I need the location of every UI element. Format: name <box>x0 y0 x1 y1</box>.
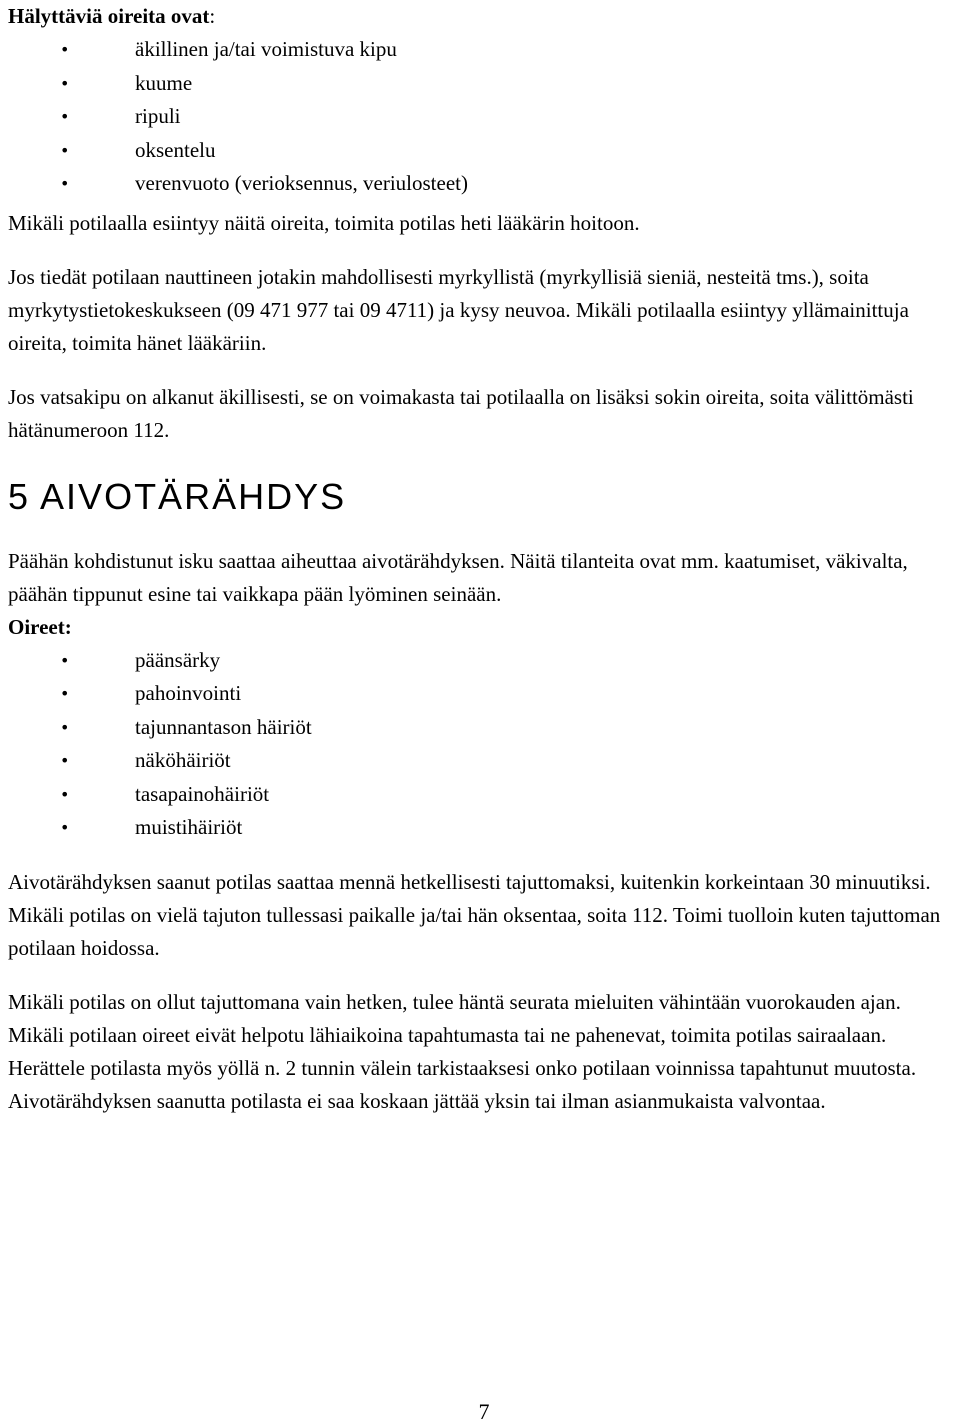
list-item <box>8 100 952 134</box>
spacer <box>8 240 952 261</box>
list-item-text: tasapainohäiriöt <box>135 781 270 806</box>
bullet-icon: • <box>60 174 70 193</box>
list-item <box>8 811 952 845</box>
list-item-text: päänsärky <box>135 647 221 672</box>
spacer <box>8 965 952 986</box>
bullet-icon: • <box>60 717 70 737</box>
list-item-text: verenvuoto (verioksennus, veriulosteet) <box>135 171 468 195</box>
list-item-text: tajunnantason häiriöt <box>135 714 312 739</box>
alarm-symptoms-heading-colon: : <box>209 4 216 28</box>
list-item-text: ripuli <box>135 104 181 128</box>
paragraph-unconsciousness: Aivotärähdyksen saanut potilas saattaa mennä hetkellisesti tajuttomaksi, kuitenkin korkeintaan 30 minuutiksi. Mikäli potilas on vielä tajuton tullessasi paikalle ja/tai hän oksentaa, soita 112. Toimi tuolloin kuten tajuttoman potilaan hoidossa. <box>8 869 941 960</box>
list-item <box>8 677 952 711</box>
list-item-text: näköhäiriöt <box>135 748 231 772</box>
bullet-icon: • <box>60 751 70 770</box>
paragraph-seek-doctor: Mikäli potilaalla esiintyy näitä oireita, toimita potilas heti lääkärin hoitoon. <box>8 210 640 235</box>
paragraph-emergency-number: Jos vatsakipu on alkanut äkillisesti, se on voimakasta tai potilaalla on lisäksi sokin oireita, soita välittömästi hätänumeroon 112. <box>8 384 914 442</box>
bullet-icon: • <box>60 684 70 703</box>
concussion-symptoms-list <box>8 644 952 845</box>
list-item <box>8 744 952 778</box>
bullet-icon: • <box>60 73 70 93</box>
alarm-symptoms-heading <box>8 0 952 33</box>
list-item-text: kuume <box>135 70 193 95</box>
paragraph-monitoring: Mikäli potilas on ollut tajuttomana vain hetken, tulee häntä seurata mieluiten vähintään vuorokauden ajan. Mikäli potilaan oireet eivät helpotu lähiaikoina tapahtumasta tai ne pahenevat, toimita potilas sairaalaan. Herättele potilasta myös yöllä n. 2 tunnin välein tarkistaaksesi onko potilaan voinnissa tapahtunut muutosta. Aivotärähdyksen saanutta potilasta ei saa koskaan jättää yksin tai ilman asianmukaista valvontaa. <box>8 989 917 1113</box>
spacer <box>8 845 952 866</box>
bullet-icon: • <box>60 818 70 837</box>
page-number: 7 <box>478 1399 490 1424</box>
bullet-icon: • <box>60 784 70 804</box>
list-item <box>8 711 952 745</box>
page-content <box>8 0 952 1118</box>
bullet-icon: • <box>60 140 70 160</box>
paragraph-poison-info: Jos tiedät potilaan nauttineen jotakin mahdollisesti myrkyllistä (myrkyllisiä sieniä, nesteitä tms.), soita myrkytystietokeskukseen (09 471 977 tai 09 4711) ja kysy neuvoa. Mikäli potilaalla esiintyy yllämainittuja oireita, toimita hänet lääkäriin. <box>8 264 909 355</box>
bullet-icon: • <box>60 40 70 59</box>
section-title: 5 AIVOTÄRÄHDYS <box>8 475 347 517</box>
list-item <box>8 134 952 168</box>
spacer <box>8 360 952 381</box>
bullet-icon: • <box>60 107 70 126</box>
alarm-symptoms-heading-bold: Hälyttäviä oireita ovat <box>8 4 210 28</box>
list-item <box>8 644 952 678</box>
symptoms-label: Oireet: <box>8 614 72 639</box>
list-item <box>8 33 952 67</box>
list-item <box>8 778 952 812</box>
bullet-icon: • <box>60 650 70 670</box>
paragraph-concussion-intro: Päähän kohdistunut isku saattaa aiheuttaa aivotärähdyksen. Näitä tilanteita ovat mm. kaatumiset, väkivalta, päähän tippunut esine tai vaikkapa pään lyöminen seinään. <box>8 548 908 606</box>
list-item <box>8 67 952 101</box>
list-item <box>8 167 952 201</box>
list-item-text: pahoinvointi <box>135 681 242 705</box>
alarm-symptoms-list <box>8 33 952 201</box>
list-item-text: äkillinen ja/tai voimistuva kipu <box>135 37 397 61</box>
list-item-text: oksentelu <box>135 137 216 162</box>
list-item-text: muistihäiriöt <box>135 815 243 839</box>
